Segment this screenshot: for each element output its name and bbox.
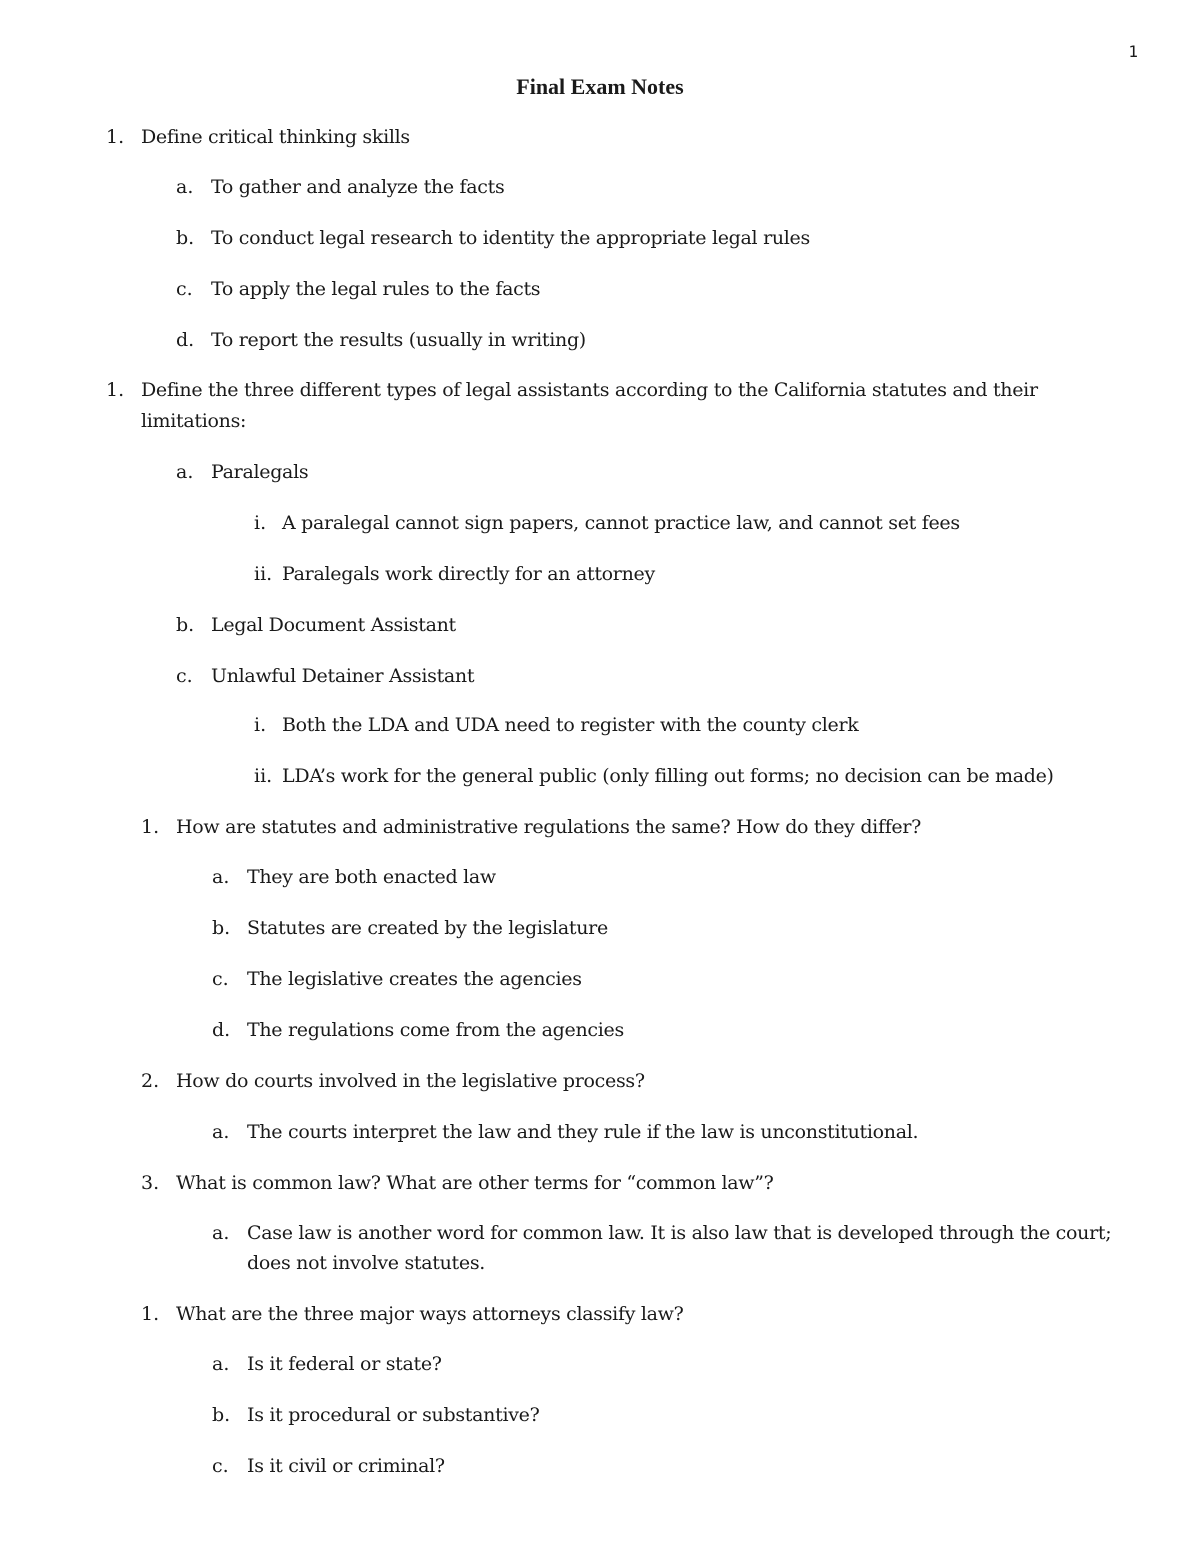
list-item-text: Paralegals work directly for an attorney [282, 563, 655, 585]
list-item-text: How do courts involved in the legislative process? [176, 1070, 645, 1092]
list-item-text: The legislative creates the agencies [247, 968, 582, 990]
list-item-text: Paralegals [211, 461, 309, 483]
list-marker: a. [176, 461, 194, 483]
list-item-text: To gather and analyze the facts [211, 176, 505, 198]
list-item-text: The courts interpret the law and they rule if the law is unconstitutional. [247, 1121, 919, 1143]
list-item-text: Case law is another word for common law. It is also law that is developed through the court; [247, 1222, 1112, 1244]
list-item-text: To conduct legal research to identity the appropriate legal rules [211, 227, 810, 249]
list-marker: 2. [141, 1070, 160, 1092]
list-marker: a. [176, 176, 194, 198]
list-item-text: A paralegal cannot sign papers, cannot practice law, and cannot set fees [282, 512, 960, 534]
list-marker: i. [254, 714, 267, 736]
list-marker: c. [212, 1455, 229, 1477]
list-marker: b. [176, 614, 195, 636]
list-marker: ii. [254, 765, 273, 787]
list-marker: 3. [141, 1172, 160, 1194]
list-marker: b. [212, 917, 231, 939]
document-title: Final Exam Notes [516, 74, 684, 99]
list-item-text: Define critical thinking skills [141, 126, 410, 148]
list-item-text: How are statutes and administrative regulations the same? How do they differ? [176, 816, 922, 838]
list-item-continuation: limitations: [141, 410, 247, 432]
list-item-text: Define the three different types of legal assistants according to the California statutes and their [141, 379, 1038, 401]
list-item-text: What are the three major ways attorneys classify law? [176, 1303, 684, 1325]
list-item-text: Is it civil or criminal? [247, 1455, 445, 1477]
list-item-text: Both the LDA and UDA need to register with the county clerk [282, 714, 859, 736]
list-marker: d. [212, 1019, 231, 1041]
list-item-text: Is it procedural or substantive? [247, 1404, 540, 1426]
list-marker: a. [212, 866, 230, 888]
list-item-text: To apply the legal rules to the facts [211, 278, 541, 300]
list-item-text: To report the results (usually in writing) [211, 329, 586, 351]
list-item-text: Legal Document Assistant [211, 614, 456, 636]
list-item-text: Statutes are created by the legislature [247, 917, 608, 939]
list-marker: i. [254, 512, 267, 534]
list-item-text: Unlawful Detainer Assistant [211, 665, 475, 687]
list-marker: a. [212, 1121, 230, 1143]
list-marker: d. [176, 329, 195, 351]
list-marker: ii. [254, 563, 273, 585]
page-number: 1 [1128, 42, 1138, 61]
list-marker: c. [212, 968, 229, 990]
list-marker: c. [176, 665, 193, 687]
list-marker: 1. [141, 1303, 160, 1325]
list-item-text: What is common law? What are other terms for “common law”? [176, 1172, 774, 1194]
list-marker: 1. [141, 816, 160, 838]
list-item-continuation: does not involve statutes. [247, 1252, 486, 1274]
list-marker: a. [212, 1353, 230, 1375]
list-marker: 1. [106, 379, 125, 401]
list-marker: b. [176, 227, 195, 249]
list-item-text: Is it federal or state? [247, 1353, 442, 1375]
list-item-text: They are both enacted law [247, 866, 496, 888]
list-marker: c. [176, 278, 193, 300]
list-marker: b. [212, 1404, 231, 1426]
list-marker: a. [212, 1222, 230, 1244]
list-item-text: LDA’s work for the general public (only filling out forms; no decision can be made) [282, 765, 1054, 787]
list-item-text: The regulations come from the agencies [247, 1019, 624, 1041]
list-marker: 1. [106, 126, 125, 148]
